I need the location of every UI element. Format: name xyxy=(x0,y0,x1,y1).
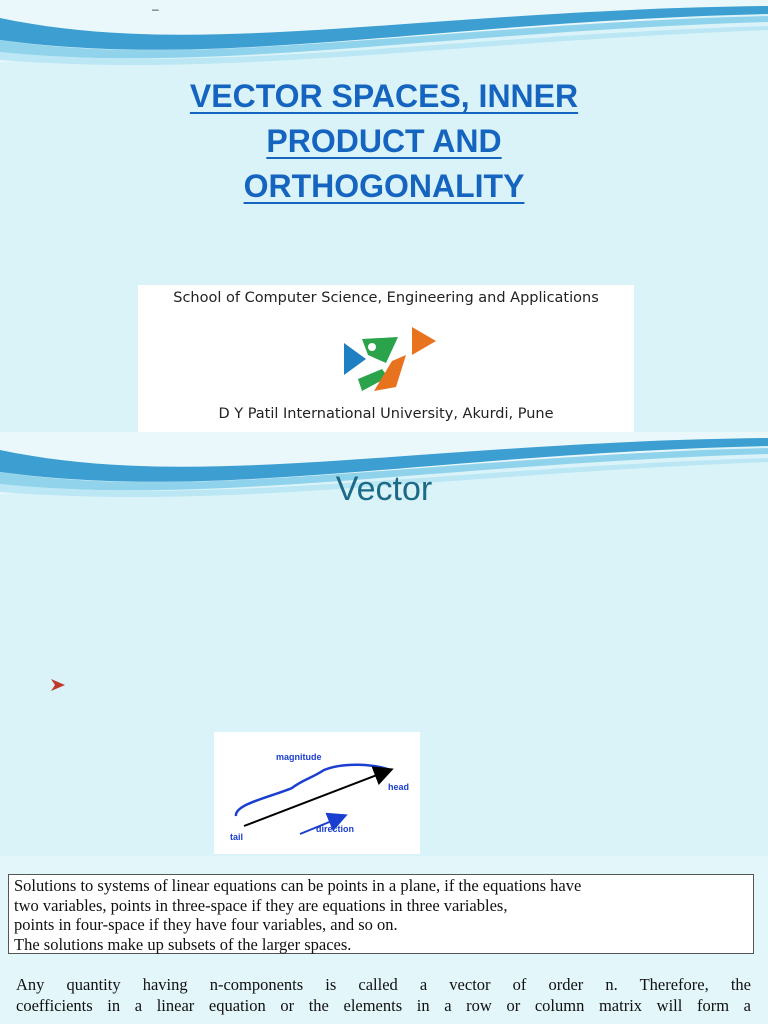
slide-heading: Vector xyxy=(335,470,433,508)
box-line-1: Solutions to systems of linear equations can be points in a plane, if the equations have xyxy=(14,876,582,895)
university-logo-icon xyxy=(338,325,438,401)
box-line-2: two variables, points in three-space if they are equations in three variables, xyxy=(14,895,508,915)
page-title xyxy=(0,74,768,209)
arrow-bullet-icon xyxy=(50,678,66,692)
direction-label: direction xyxy=(316,824,355,834)
slide-title xyxy=(0,0,768,432)
head-label: head xyxy=(388,782,410,792)
title-line-3: ORTHOGONALITY xyxy=(243,168,525,204)
vector-definition-paragraph xyxy=(16,974,751,1016)
solutions-text-box xyxy=(8,874,754,954)
box-line-3: points in four-space if they have four variables, and so on. xyxy=(14,915,398,934)
university-logo-banner xyxy=(138,285,634,432)
tail-label: tail xyxy=(230,832,244,842)
para-line-2: coefficients in a linear equation or the elements in a row or column matrix will form a xyxy=(16,996,751,1015)
school-name: School of Computer Science, Engineering and Applications xyxy=(173,290,599,306)
magnitude-label: magnitude xyxy=(276,752,322,762)
vector-diagram-drawing xyxy=(214,732,420,854)
university-name: D Y Patil International University, Akurdi, Pune xyxy=(218,406,554,422)
dash-mark: – xyxy=(152,2,159,16)
wave-header-decoration xyxy=(0,0,768,70)
vector-diagram xyxy=(214,732,420,854)
title-line-2: PRODUCT AND xyxy=(266,123,502,159)
slide-definition xyxy=(0,856,768,1024)
slide-vector xyxy=(0,432,768,856)
para-line-1: Any quantity having n-components is called a vector of order n. Therefore, the xyxy=(16,975,751,994)
title-line-1: VECTOR SPACES, INNER xyxy=(189,78,579,114)
box-line-4: The solutions make up subsets of the larger spaces. xyxy=(14,934,352,954)
